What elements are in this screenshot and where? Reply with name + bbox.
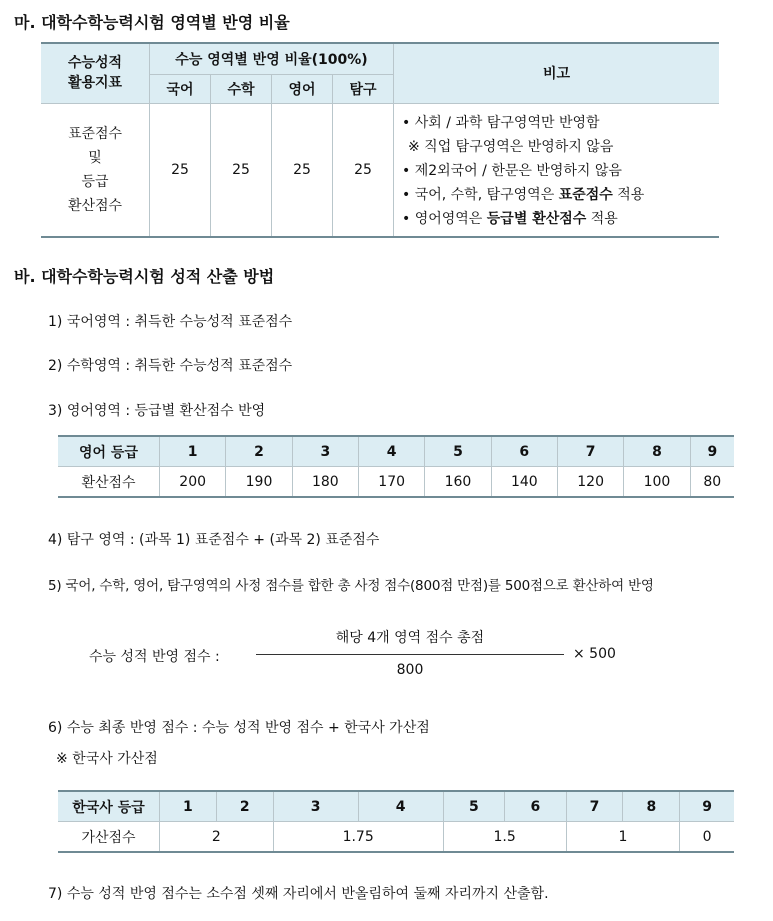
history-grade-table bbox=[58, 790, 734, 853]
score-cell: 100 bbox=[624, 467, 690, 498]
note-line: • 제2외국어 / 한문은 반영하지 않음 bbox=[402, 162, 622, 179]
ratio-table bbox=[41, 42, 719, 238]
section-ma-title: 마. 대학수학능력시험 영역별 반영 비율 bbox=[14, 13, 290, 32]
fraction-bar bbox=[256, 654, 564, 655]
item-1: 1) 국어영역 : 취득한 수능성적 표준점수 bbox=[48, 314, 293, 330]
note-line: • 영어영역은 등급별 환산점수 적용 bbox=[402, 210, 618, 227]
item-5: 5) 국어, 수학, 영어, 탐구영역의 사정 점수를 합한 총 사정 점수(800점 만점)를 500점으로 환산하여 반영 bbox=[48, 578, 654, 594]
bonus-cell: 1.75 bbox=[273, 822, 443, 853]
grade-cell: 4 bbox=[358, 436, 424, 467]
indicator-header: 수능성적 활용지표 bbox=[41, 43, 150, 103]
score-cell: 120 bbox=[557, 467, 623, 498]
bonus-cell: 0 bbox=[680, 822, 734, 853]
bonus-cell: 1.5 bbox=[443, 822, 566, 853]
ratio-korean: 25 bbox=[150, 103, 211, 237]
history-bonus-row bbox=[58, 822, 734, 853]
section-ba-title: 바. 대학수학능력시험 성적 산출 방법 bbox=[14, 267, 275, 286]
ratio-english: 25 bbox=[272, 103, 333, 237]
grade-cell: 5 bbox=[425, 436, 491, 467]
grade-cell: 5 bbox=[443, 791, 504, 822]
grade-cell: 7 bbox=[557, 436, 623, 467]
grade-cell: 2 bbox=[216, 791, 273, 822]
score-cell: 160 bbox=[425, 467, 491, 498]
english-score-label: 환산점수 bbox=[58, 467, 160, 498]
item-4: 4) 탐구 영역 : (과목 1) 표준점수 + (과목 2) 표준점수 bbox=[48, 532, 380, 548]
score-cell: 200 bbox=[160, 467, 226, 498]
notes-cell bbox=[394, 103, 720, 237]
subject-inquiry: 탐구 bbox=[333, 74, 394, 103]
grade-cell: 8 bbox=[623, 791, 680, 822]
score-cell: 190 bbox=[226, 467, 292, 498]
formula-denominator: 800 bbox=[396, 662, 424, 678]
item-7: 7) 수능 성적 반영 점수는 소수점 셋째 자리에서 반올림하여 둘째 자리까지 산출함. bbox=[48, 886, 549, 902]
item-6-note: ※ 한국사 가산점 bbox=[56, 751, 158, 767]
history-grade-label: 한국사 등급 bbox=[58, 791, 160, 822]
grade-cell: 3 bbox=[292, 436, 358, 467]
grade-cell: 3 bbox=[273, 791, 358, 822]
grade-cell: 1 bbox=[160, 436, 226, 467]
note-header: 비고 bbox=[394, 43, 720, 103]
item-2: 2) 수학영역 : 취득한 수능성적 표준점수 bbox=[48, 358, 293, 374]
formula-numerator: 해당 4개 영역 점수 총점 bbox=[335, 630, 485, 646]
history-bonus-label: 가산점수 bbox=[58, 822, 160, 853]
grade-cell: 8 bbox=[624, 436, 690, 467]
history-grade-row bbox=[58, 791, 734, 822]
score-cell: 180 bbox=[292, 467, 358, 498]
ratio-header: 수능 영역별 반영 비율(100%) bbox=[150, 43, 394, 74]
ratio-inquiry: 25 bbox=[333, 103, 394, 237]
note-line: • 국어, 수학, 탐구영역은 표준점수 적용 bbox=[402, 186, 645, 203]
grade-cell: 7 bbox=[566, 791, 623, 822]
note-line: • 사회 / 과학 탐구영역만 반영함 bbox=[402, 114, 600, 131]
grade-cell: 4 bbox=[358, 791, 443, 822]
bonus-cell: 2 bbox=[160, 822, 274, 853]
subject-math: 수학 bbox=[211, 74, 272, 103]
item-6: 6) 수능 최종 반영 점수 : 수능 성적 반영 점수 + 한국사 가산점 bbox=[48, 720, 430, 736]
ratio-math: 25 bbox=[211, 103, 272, 237]
grade-cell: 6 bbox=[505, 791, 567, 822]
english-grade-label: 영어 등급 bbox=[58, 436, 160, 467]
english-grade-row bbox=[58, 436, 734, 467]
formula-multiplier: × 500 bbox=[573, 646, 616, 662]
indicator-value: 표준점수 및 등급 환산점수 bbox=[41, 103, 150, 237]
english-grade-table bbox=[58, 435, 734, 498]
score-cell: 80 bbox=[690, 467, 734, 498]
subject-korean: 국어 bbox=[150, 74, 211, 103]
score-cell: 170 bbox=[358, 467, 424, 498]
grade-cell: 1 bbox=[160, 791, 217, 822]
item-3: 3) 영어영역 : 등급별 환산점수 반영 bbox=[48, 403, 266, 419]
formula-lhs: 수능 성적 반영 점수 : bbox=[89, 649, 220, 665]
score-cell: 140 bbox=[491, 467, 557, 498]
note-line: ※ 직업 탐구영역은 반영하지 않음 bbox=[408, 138, 614, 155]
bonus-cell: 1 bbox=[566, 822, 680, 853]
grade-cell: 6 bbox=[491, 436, 557, 467]
grade-cell: 9 bbox=[690, 436, 734, 467]
english-score-row bbox=[58, 467, 734, 498]
grade-cell: 9 bbox=[680, 791, 734, 822]
subject-english: 영어 bbox=[272, 74, 333, 103]
grade-cell: 2 bbox=[226, 436, 292, 467]
